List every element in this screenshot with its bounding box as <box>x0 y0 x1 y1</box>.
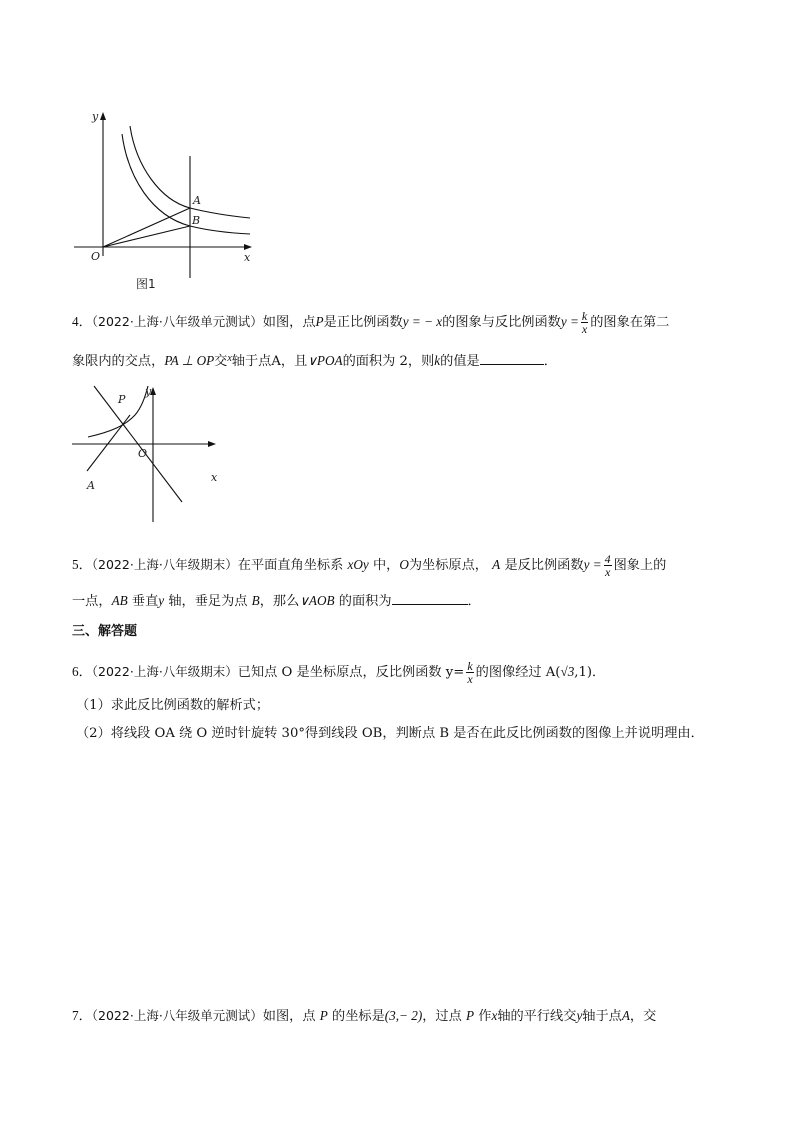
q6-fraction <box>466 660 473 685</box>
q4-text: 的面积为 2，则 <box>342 354 435 369</box>
q5-source: （2022·上海·八年级期末） <box>91 557 238 572</box>
q4-direct-function: y = − x <box>402 314 443 329</box>
fig1-point-a: A <box>193 194 201 207</box>
q4-text: 如图，点 <box>262 315 316 330</box>
q6-frac-num: k <box>467 659 473 673</box>
q5-text: 轴，垂足为点 <box>168 594 248 609</box>
q5-var-b: B <box>251 593 260 608</box>
q4-frac-den: x <box>581 322 588 336</box>
q5-y-eq: y = <box>583 557 602 572</box>
q6-sub-2: （2）将线段 OA 绕 O 逆时针旋转 30°得到线段 OB，判断点 B 是否在此反比例函数的图像上并说明理由． <box>76 726 704 741</box>
q6-text: ,1)． <box>574 665 606 680</box>
fig2-point-p: P <box>118 393 126 406</box>
q5-number: 5． <box>72 557 92 572</box>
q4-var-p: P <box>315 314 324 329</box>
q7-text: 如图，点 <box>262 1009 316 1024</box>
q4-fraction <box>581 310 588 335</box>
q7-text: 轴于点 <box>582 1009 622 1024</box>
q5-fraction <box>604 553 612 578</box>
q5-text: 为坐标原点， <box>408 558 488 573</box>
q4-line-1 <box>72 310 669 335</box>
q5-var-y: y <box>158 593 165 608</box>
q7-line-1 <box>72 1006 656 1027</box>
q4-y-eq: y = <box>560 314 579 329</box>
q6-sqrt: √3 <box>560 664 575 679</box>
y-axis-arrow <box>100 112 106 120</box>
fig2-point-a: A <box>87 479 95 492</box>
q7-text: ，过点 <box>422 1009 462 1024</box>
q5-text: ． <box>467 594 481 609</box>
q5-frac-den: x <box>604 565 611 579</box>
fig1-point-b: B <box>192 214 201 227</box>
q4-source: （2022·上海·八年级单元测试） <box>91 314 263 329</box>
segment-oa <box>103 208 190 247</box>
q4-triangle: ∨POA <box>307 353 343 368</box>
q4-text: 交 <box>214 354 228 369</box>
q5-text: 的面积为 <box>338 594 392 609</box>
q6-text: 已知点 O 是坐标原点，反比例函数 y= <box>237 665 465 680</box>
q7-source: （2022·上海·八年级单元测试） <box>91 1008 263 1023</box>
q5-text: 一点， <box>72 594 112 609</box>
q5-line-1 <box>72 553 666 578</box>
q4-var-x: x <box>227 353 232 364</box>
q7-var-x: x <box>491 1008 498 1023</box>
segment-ob <box>103 226 190 247</box>
q7-var-p: P <box>466 1008 475 1023</box>
fig2-x-label: x <box>211 471 218 484</box>
q5-text: ，那么 <box>259 594 300 609</box>
q4-text: 象限内的交点， <box>72 354 165 369</box>
fig2-y-label: y <box>145 385 152 398</box>
q7-var-a: A <box>621 1008 630 1023</box>
q5-text: 是反比例函数 <box>504 558 584 573</box>
q5-answer-blank[interactable] <box>392 590 468 605</box>
q6-sub-1: （1）求此反比例函数的解析式； <box>76 698 270 713</box>
q5-text: 在平面直角坐标系 <box>237 558 344 573</box>
q5-var-o: O <box>399 557 409 572</box>
q7-text: ，交 <box>629 1009 657 1024</box>
q5-line-2 <box>72 590 481 612</box>
q6-text: 的图像经过 A( <box>475 665 561 680</box>
q4-text: 的图象与反比例函数 <box>442 315 561 330</box>
q5-text: 中， <box>372 558 400 573</box>
q7-number: 7． <box>72 1008 92 1023</box>
x-axis-arrow <box>208 441 216 447</box>
fig2-origin-label: O <box>138 447 148 460</box>
q7-coordinate: (3,− 2) <box>384 1008 423 1023</box>
q7-text: 作 <box>478 1009 492 1024</box>
q4-text: 的值是 <box>440 354 480 369</box>
figure-1-caption: 图1 <box>136 277 156 291</box>
q7-var-y: y <box>576 1008 583 1023</box>
q5-var-a: A <box>492 557 501 572</box>
q5-text: 垂直 <box>131 594 159 609</box>
q4-line-2 <box>72 349 557 372</box>
q4-var-k: k <box>434 353 441 368</box>
figure-1 <box>70 108 260 298</box>
q6-number: 6． <box>72 664 92 679</box>
q6-source: （2022·上海·八年级期末） <box>91 664 238 679</box>
q4-frac-num: k <box>581 309 588 323</box>
q4-perpendicular: PA ⊥ OP <box>164 353 215 368</box>
fig1-origin-label: O <box>91 250 101 263</box>
q5-ab: AB <box>111 593 128 608</box>
q5-xoy: xOy <box>347 557 369 572</box>
figure-2 <box>70 382 230 527</box>
section-title: 三、解答题 <box>72 624 138 639</box>
q4-number: 4． <box>72 314 92 329</box>
lower-hyperbola <box>122 134 250 234</box>
q4-text: ． <box>543 354 557 369</box>
fig1-x-label: x <box>244 251 251 264</box>
x-axis-arrow <box>244 244 252 250</box>
q4-text: 是正比例函数 <box>323 315 403 330</box>
segment-pa <box>87 415 130 471</box>
q4-text: 轴于点A，且 <box>231 354 308 369</box>
q5-text: 图象上的 <box>613 558 667 573</box>
fig1-y-label: y <box>92 110 99 123</box>
q6-frac-den: x <box>467 672 473 686</box>
q4-answer-blank[interactable] <box>480 350 544 365</box>
q7-text: 的坐标是 <box>332 1009 385 1024</box>
q5-triangle: ∨AOB <box>299 593 335 608</box>
q6-line-1 <box>72 660 605 685</box>
q7-text: 轴的平行线交 <box>497 1009 577 1024</box>
q7-var-p: P <box>319 1008 328 1023</box>
q5-frac-num: 4 <box>604 552 611 566</box>
q4-text: 的图象在第二 <box>590 315 670 330</box>
